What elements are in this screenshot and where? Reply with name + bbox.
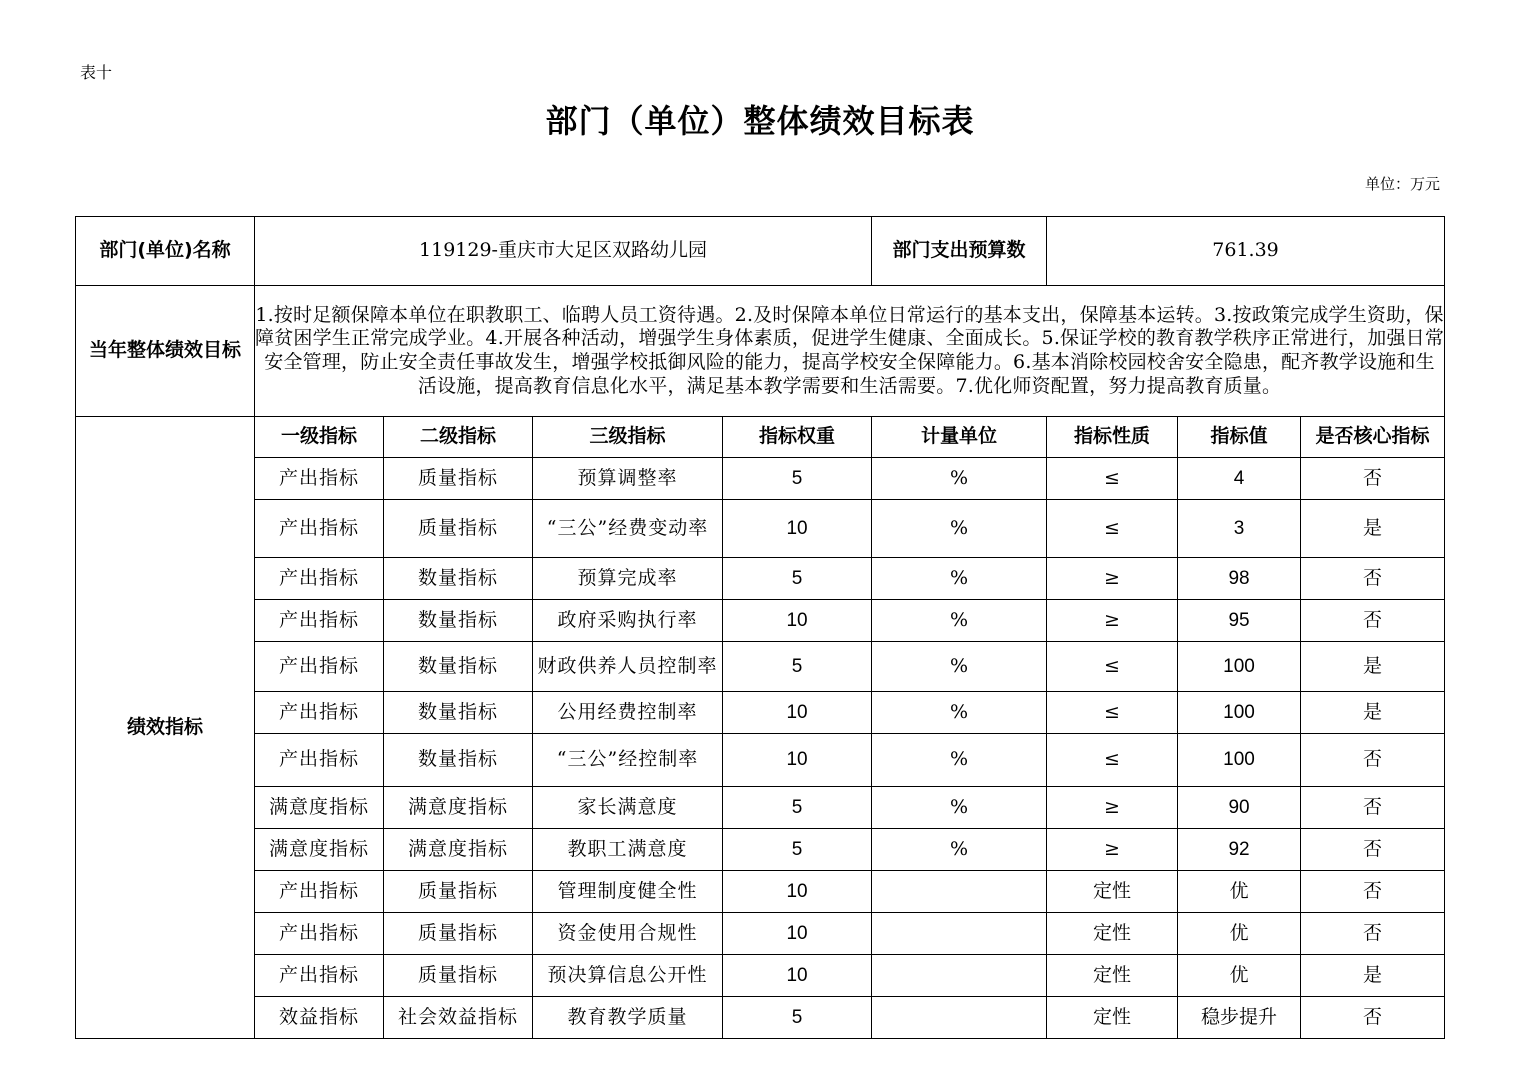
row-nature: ≥ <box>1047 600 1178 642</box>
row-l3: 预算完成率 <box>533 558 723 600</box>
row-weight: 10 <box>723 734 872 787</box>
row-value: 优 <box>1178 913 1301 955</box>
row-weight: 10 <box>723 955 872 997</box>
row-l3: 政府采购执行率 <box>533 600 723 642</box>
dept-name-value: 119129-重庆市大足区双路幼儿园 <box>255 217 872 286</box>
row-l3: “三公”经控制率 <box>533 734 723 787</box>
row-l2: 数量指标 <box>384 692 533 734</box>
row-nature: ≤ <box>1047 458 1178 500</box>
row-core: 否 <box>1301 871 1445 913</box>
table-row <box>76 600 1445 642</box>
row-core: 否 <box>1301 458 1445 500</box>
row-nature: ≥ <box>1047 787 1178 829</box>
budget-label: 部门支出预算数 <box>872 217 1047 286</box>
header-value: 指标值 <box>1178 417 1301 458</box>
row-unit: % <box>872 692 1047 734</box>
row-core: 是 <box>1301 642 1445 692</box>
row-value: 3 <box>1178 500 1301 558</box>
goal-row <box>76 286 1445 417</box>
row-value: 98 <box>1178 558 1301 600</box>
table-row <box>76 997 1445 1039</box>
row-l1: 产出指标 <box>255 642 384 692</box>
indicator-header-row <box>76 417 1445 458</box>
row-l2: 质量指标 <box>384 458 533 500</box>
row-l3: 财政供养人员控制率 <box>533 642 723 692</box>
row-unit <box>872 997 1047 1039</box>
unit-label: 单位：万元 <box>1364 175 1440 193</box>
row-weight: 10 <box>723 600 872 642</box>
budget-value: 761.39 <box>1047 217 1445 286</box>
goal-label: 当年整体绩效目标 <box>76 286 255 417</box>
row-core: 是 <box>1301 692 1445 734</box>
row-nature: 定性 <box>1047 997 1178 1039</box>
row-l3: 管理制度健全性 <box>533 871 723 913</box>
indicators-label: 绩效指标 <box>76 417 255 1039</box>
row-weight: 10 <box>723 692 872 734</box>
table-row <box>76 558 1445 600</box>
row-value: 100 <box>1178 692 1301 734</box>
row-nature: 定性 <box>1047 871 1178 913</box>
row-value: 稳步提升 <box>1178 997 1301 1039</box>
row-unit: % <box>872 829 1047 871</box>
row-l3: 预决算信息公开性 <box>533 955 723 997</box>
row-weight: 5 <box>723 997 872 1039</box>
row-value: 95 <box>1178 600 1301 642</box>
row-l1: 产出指标 <box>255 600 384 642</box>
row-l1: 产出指标 <box>255 871 384 913</box>
row-nature: ≤ <box>1047 734 1178 787</box>
row-l3: 预算调整率 <box>533 458 723 500</box>
row-l3: 公用经费控制率 <box>533 692 723 734</box>
row-l3: 教职工满意度 <box>533 829 723 871</box>
row-l1: 产出指标 <box>255 692 384 734</box>
row-l1: 满意度指标 <box>255 787 384 829</box>
row-weight: 5 <box>723 642 872 692</box>
row-weight: 5 <box>723 458 872 500</box>
row-l1: 产出指标 <box>255 913 384 955</box>
row-unit: % <box>872 734 1047 787</box>
row-unit: % <box>872 458 1047 500</box>
table-row <box>76 642 1445 692</box>
table-row <box>76 913 1445 955</box>
row-l3: “三公”经费变动率 <box>533 500 723 558</box>
row-l2: 质量指标 <box>384 500 533 558</box>
row-weight: 5 <box>723 787 872 829</box>
header-l1: 一级指标 <box>255 417 384 458</box>
page-title: 部门（单位）整体绩效目标表 <box>545 102 975 140</box>
dept-name-row <box>76 217 1445 286</box>
row-nature: ≤ <box>1047 692 1178 734</box>
row-value: 优 <box>1178 871 1301 913</box>
row-nature: ≥ <box>1047 558 1178 600</box>
row-l2: 满意度指标 <box>384 829 533 871</box>
row-l2: 数量指标 <box>384 642 533 692</box>
header-unit: 计量单位 <box>872 417 1047 458</box>
table-row <box>76 871 1445 913</box>
row-l1: 产出指标 <box>255 955 384 997</box>
performance-table <box>75 216 1445 1039</box>
row-l2: 数量指标 <box>384 558 533 600</box>
table-row <box>76 829 1445 871</box>
row-l2: 质量指标 <box>384 955 533 997</box>
row-l3: 家长满意度 <box>533 787 723 829</box>
table-number: 表十 <box>80 63 113 82</box>
row-l1: 产出指标 <box>255 734 384 787</box>
row-nature: ≥ <box>1047 829 1178 871</box>
row-weight: 10 <box>723 500 872 558</box>
row-unit: % <box>872 642 1047 692</box>
table-row <box>76 692 1445 734</box>
table-row <box>76 500 1445 558</box>
row-unit: % <box>872 600 1047 642</box>
table-row <box>76 787 1445 829</box>
row-l2: 质量指标 <box>384 913 533 955</box>
row-unit <box>872 871 1047 913</box>
row-unit: % <box>872 500 1047 558</box>
row-l1: 产出指标 <box>255 558 384 600</box>
row-core: 否 <box>1301 787 1445 829</box>
row-weight: 10 <box>723 913 872 955</box>
row-value: 4 <box>1178 458 1301 500</box>
row-value: 优 <box>1178 955 1301 997</box>
row-value: 100 <box>1178 734 1301 787</box>
row-nature: ≤ <box>1047 500 1178 558</box>
row-weight: 5 <box>723 829 872 871</box>
row-l1: 产出指标 <box>255 458 384 500</box>
table-row <box>76 458 1445 500</box>
row-unit <box>872 955 1047 997</box>
row-core: 否 <box>1301 829 1445 871</box>
header-weight: 指标权重 <box>723 417 872 458</box>
row-weight: 5 <box>723 558 872 600</box>
goal-text: 1.按时足额保障本单位在职教职工、临聘人员工资待遇。2.及时保障本单位日常运行的基本支出，保障基本运转。3.按政策完成学生资助，保障贫困学生正常完成学业。4.开展各种活动，增强学生身体素质，促进学生健康、全面成长。5.保证学校的教育教学秩序正常进行，加强日常安全管理，防止安全责任事故发生，增强学校抵御风险的能力，提高学校安全保障能力。6.基本消除校园校舍安全隐患，配齐教学设施和生活设施，提高教育信息化水平，满足基本教学需要和生活需要。7.优化师资配置，努力提高教育质量。 <box>255 286 1445 417</box>
row-l3: 教育教学质量 <box>533 997 723 1039</box>
row-nature: 定性 <box>1047 913 1178 955</box>
row-l1: 满意度指标 <box>255 829 384 871</box>
header-nature: 指标性质 <box>1047 417 1178 458</box>
dept-name-label: 部门(单位)名称 <box>76 217 255 286</box>
row-unit: % <box>872 558 1047 600</box>
row-value: 90 <box>1178 787 1301 829</box>
row-nature: ≤ <box>1047 642 1178 692</box>
row-weight: 10 <box>723 871 872 913</box>
row-l2: 质量指标 <box>384 871 533 913</box>
row-unit: % <box>872 787 1047 829</box>
table-row <box>76 734 1445 787</box>
row-core: 否 <box>1301 600 1445 642</box>
row-core: 否 <box>1301 558 1445 600</box>
row-l2: 数量指标 <box>384 734 533 787</box>
header-l3: 三级指标 <box>533 417 723 458</box>
row-core: 否 <box>1301 997 1445 1039</box>
row-value: 92 <box>1178 829 1301 871</box>
row-core: 否 <box>1301 734 1445 787</box>
row-l1: 产出指标 <box>255 500 384 558</box>
row-l1: 效益指标 <box>255 997 384 1039</box>
row-l2: 社会效益指标 <box>384 997 533 1039</box>
header-core: 是否核心指标 <box>1301 417 1445 458</box>
row-core: 是 <box>1301 955 1445 997</box>
row-nature: 定性 <box>1047 955 1178 997</box>
row-value: 100 <box>1178 642 1301 692</box>
header-l2: 二级指标 <box>384 417 533 458</box>
row-core: 否 <box>1301 913 1445 955</box>
row-core: 是 <box>1301 500 1445 558</box>
row-l2: 数量指标 <box>384 600 533 642</box>
row-unit <box>872 913 1047 955</box>
row-l2: 满意度指标 <box>384 787 533 829</box>
row-l3: 资金使用合规性 <box>533 913 723 955</box>
table-row <box>76 955 1445 997</box>
